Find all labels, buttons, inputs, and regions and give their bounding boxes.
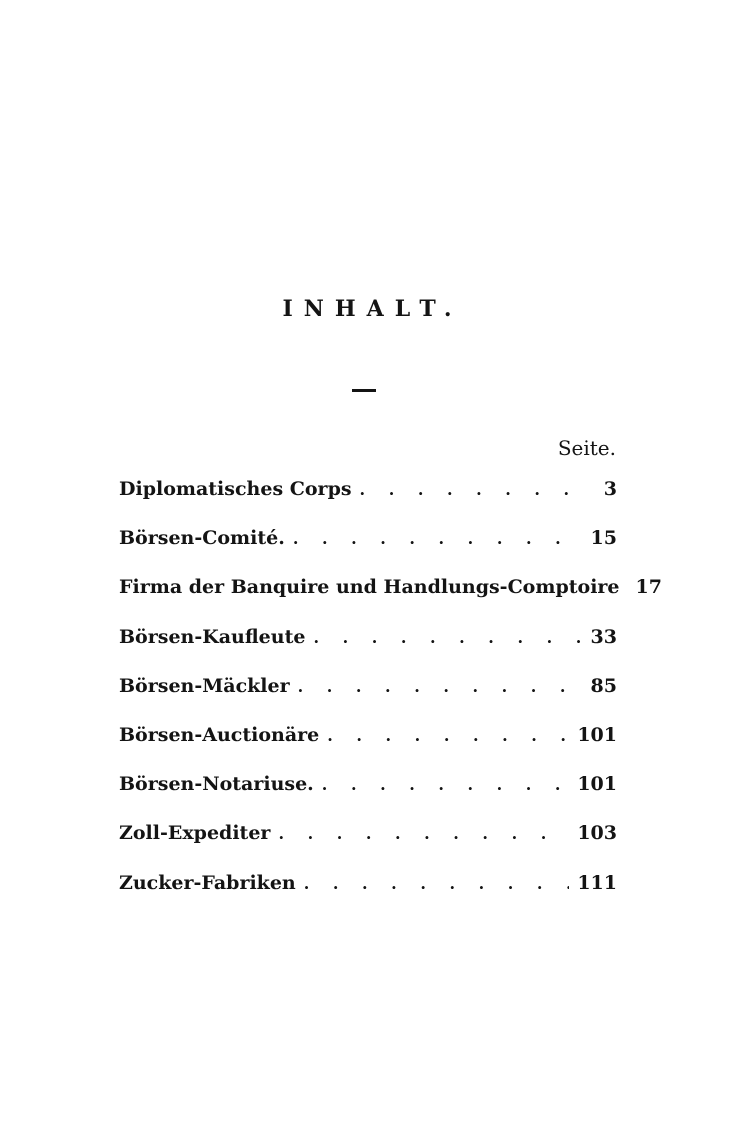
dot-leader <box>278 824 569 843</box>
table-of-contents <box>119 478 662 921</box>
dot-leader <box>304 874 570 893</box>
toc-entry-page: 3 <box>603 478 617 500</box>
toc-entry <box>119 478 617 527</box>
toc-entry-page: 15 <box>590 527 617 550</box>
toc-entry-title: Börsen-Kaufleute <box>119 625 306 648</box>
title-rule <box>352 389 376 392</box>
toc-entry-page: 101 <box>577 723 617 746</box>
toc-entry-title: Börsen-Notariuse. <box>119 773 314 796</box>
toc-entry <box>119 675 617 724</box>
toc-entry-title: Börsen-Auctionäre <box>119 723 320 746</box>
dot-leader <box>298 677 583 696</box>
toc-entry-title: Diplomatisches Corps <box>119 478 352 500</box>
toc-entry-title: Börsen-Comité. <box>119 527 285 550</box>
toc-entry-page: 101 <box>577 773 617 796</box>
toc-entry-title: Zoll-Expediter <box>119 822 271 845</box>
toc-entry <box>119 822 617 871</box>
toc-entry-page: 33 <box>590 625 617 648</box>
toc-entry-page: 103 <box>577 822 617 845</box>
toc-entry-page: 111 <box>577 871 617 894</box>
toc-entry <box>119 724 617 773</box>
dot-leader <box>293 529 583 548</box>
dot-leader <box>360 480 585 499</box>
dot-leader <box>322 775 570 794</box>
dot-leader <box>313 628 582 647</box>
page-column-heading: Seite. <box>557 436 616 460</box>
toc-entry <box>119 576 662 625</box>
toc-entry-title: Firma der Banquire und Handlungs-Comptoire <box>119 576 620 599</box>
toc-entry <box>119 626 617 675</box>
toc-entry-page: 85 <box>590 674 617 697</box>
toc-entry <box>119 527 617 576</box>
toc-entry <box>119 872 617 921</box>
toc-entry-page: 17 <box>635 576 662 599</box>
toc-entry-title: Börsen-Mäckler <box>119 674 290 697</box>
toc-entry <box>119 773 617 822</box>
toc-entry-title: Zucker-Fabriken <box>119 871 296 894</box>
dot-leader <box>327 726 569 745</box>
page-title: INHALT. <box>282 296 463 322</box>
